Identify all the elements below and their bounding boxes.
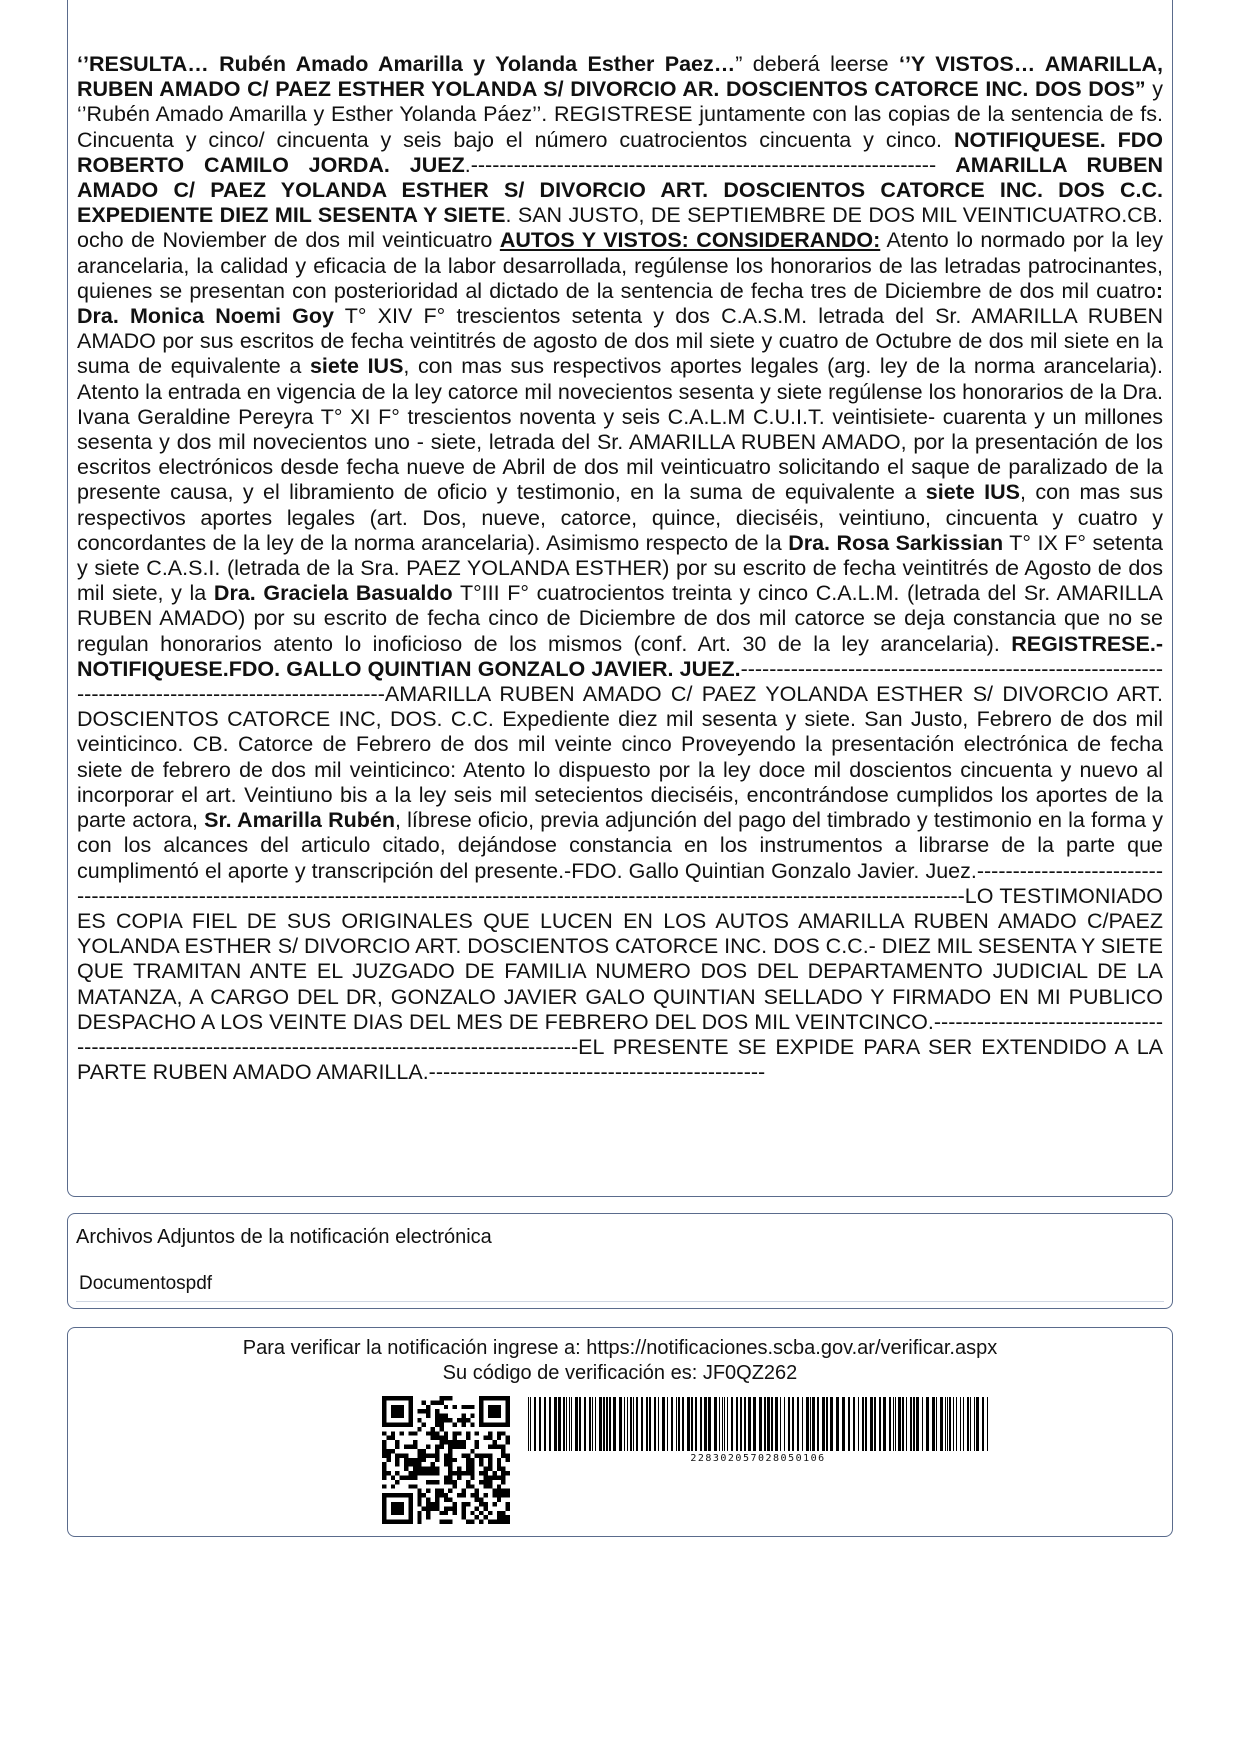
text-run: y ‘’Rubén Amado Amarilla y Esther Yolanda Páez’’. REGISTRESE juntamente con las copias de la sentencia de fs. Cincuenta y cinco/ cincuenta y seis bajo el número cuatrocientos cincuenta y cinco. [77,77,1163,152]
text-run: T° IX F° setenta y siete C.A.S.I. (letrada de la Sra. PAEZ YOLANDA ESTHER) por su escrito de fecha veintitrés de Agosto de dos mil siete, y la [77,530,1164,606]
text-bold: ‘’Y VISTOS… AMARILLA, RUBEN AMADO C/ PAEZ ESTHER YOLANDA S/ DIVORCIO AR. DOSCIENTOS CATORCE INC. DOS DOS” [77,52,1163,102]
text-bold-underline: AUTOS Y VISTOS: CONSIDERANDO: [499,228,881,253]
attachment-file-link[interactable]: Documentospdf [79,1273,213,1294]
text-bold: siete IUS [925,480,1021,505]
notification-text [77,52,1163,1085]
text-run: , líbrese oficio, previa adjunción del pago del timbrado y testimonio en la forma y con los alcances del articulo citado, dejándose constancia en los instrumentos a librarse de la parte que cumplimentó el aporte y transcripción del presente.-FDO. Gallo Quintian Gonzalo Javier. Juez.------------------------------------------------------------------------------------------------------------------------------------------------------LO TESTIMONIADO ES COPIA FIEL DE SUS ORIGINALES QUE LUCEN EN LOS AUTOS AMARILLA RUBEN AMADO C/PAEZ YOLANDA ESTHER S/ DIVORCIO ART. DOSCIENTOS CATORCE INC. DOS C.C.- DIEZ MIL SESENTA Y SIETE QUE TRAMITAN ANTE EL JUZGADO DE FAMILIA NUMERO DOS DEL DEPARTAMENTO JUDICIAL DE LA MATANZA, A CARGO DEL DR, GONZALO JAVIER GALO QUINTIAN SELLADO Y FIRMADO EN MI PUBLICO DESPACHO A LOS VEINTE DIAS DEL MES DE FEBRERO DEL DOS MIL VEINTCINCO.------------------------------------------------------------------------------------------------------EL PRESENTE SE EXPIDE PARA SER EXTENDIDO A LA PARTE RUBEN AMADO AMARILLA.----------------------------------------------- [77,808,1163,1085]
barcode-number: 228302057028050106 [690,1453,826,1464]
text-bold: siete IUS [309,354,404,379]
text-run: Atento lo normado por la ley arancelaria, la calidad y eficacia de la labor desarrollada, regúlense los honorarios de las letradas patrocinantes, quienes se presentan con posterioridad al dictado de la sentencia de fecha tres de Diciembre de dos mil cuatro [77,228,1163,303]
attachments-panel [67,1213,1173,1309]
text-bold: NOTIFIQUESE. FDO ROBERTO CAMILO JORDA. JUEZ [77,127,1163,177]
attachment-row[interactable] [76,1268,1164,1302]
text-bold: Dra. Graciela Basualdo [213,581,453,606]
verification-code-text: Su código de verificación es: JF0QZ262 [442,1362,798,1384]
text-run: , con mas sus respectivos aportes legales (art. Dos, nueve, catorce, quince, dieciséis, veintiuno, cincuenta y cuatro y concordantes de la ley de la norma arancelaria). Asimismo respecto de la [77,480,1163,555]
qr-code-icon [382,1396,510,1524]
text-run: , con mas sus respectivos aportes legales (arg. ley de la norma arancelaria). Atento la entrada en vigencia de la ley catorce mil novecientos sesenta y siete regúlense los honorarios de la Dra. Ivana Geraldine Pereyra T° XI F° trescientos noventa y seis C.A.L.M C.U.I.T. veintisiete- cuarenta y un millones sesenta y dos mil novecientos uno - siete, letrada del Sr. AMARILLA RUBEN AMADO, por la presentación de los escritos electrónicos desde fecha nueve de Abril de dos mil veinticuatro solicitando el saque de paralizado de la presente causa, y el libramiento de oficio y testimonio, en la suma de equivalente a [77,354,1163,505]
barcode-icon [528,1397,988,1451]
verification-panel [67,1327,1173,1537]
text-run: T° XIV F° trescientos setenta y dos C.A.S.M. letrada del Sr. AMARILLA RUBEN AMADO por sus escritos de fecha veintitrés de agosto de dos mil siete y cuatro de Octubre de dos mil siete en la suma de equivalente a [77,304,1163,379]
text-bold: : Dra. Monica Noemi Goy [77,278,1163,329]
text-run: ------------------------------------------------------------------------------------------------------AMARILLA RUBEN AMADO C/ PAEZ YOLANDA ESTHER S/ DIVORCIO ART. DOSCIENTOS CATORCE INC, DOS. C.C. Expediente diez mil sesenta y siete. San Justo, Febrero de dos mil veinticinco. CB. Catorce de Febrero de dos mil veinte cinco Proveyendo la presentación electrónica de fecha siete de febrero de dos mil veinticinco: Atento lo dispuesto por la ley doce mil doscientos cincuenta y nuevo al incorporar el art. Veintiuno bis a la ley seis mil setecientos dieciséis, encontrándose cumplidos los aportes de la parte actora, [77,656,1163,833]
text-run: . SAN JUSTO, DE SEPTIEMBRE DE DOS MIL VEINTICUATRO.CB. ocho de Noviember de dos mil veinticuatro [77,203,1164,253]
text-run: .----------------------------------------------------------------- [464,152,937,177]
text-bold: Dra. Rosa Sarkissian [788,530,1004,555]
text-run: T°III F° cuatrocientos treinta y cinco C.A.L.M. (letrada del Sr. AMARILLA RUBEN AMADO) por su escrito de fecha cinco de Diciembre de dos mil catorce se deja constancia que no se regulan honorarios atento lo inoficioso de los mismos (conf. Art. 30 de la ley arancelaria). [77,581,1164,656]
text-bold: Sr. Amarilla Rubén [204,808,395,833]
notification-body-panel [67,0,1173,1197]
attachments-title: Archivos Adjuntos de la notificación electrónica [76,1226,492,1248]
text-bold: REGISTRESE.- NOTIFIQUESE.FDO. GALLO QUINTIAN GONZALO JAVIER. JUEZ. [77,631,1163,681]
verification-url-text: Para verificar la notificación ingrese a: https://notificaciones.scba.gov.ar/verificar.aspx [242,1337,998,1359]
text-bold: AMARILLA RUBEN AMADO C/ PAEZ YOLANDA ESTHER S/ DIVORCIO ART. DOSCIENTOS CATORCE INC. DOS C.C. EXPEDIENTE DIEZ MIL SESENTA Y SIETE [77,152,1164,228]
text-bold: ‘’RESULTA… Rubén Amado Amarilla y Yolanda Esther Paez… [77,52,736,76]
text-run: ” deberá leerse [735,52,899,76]
